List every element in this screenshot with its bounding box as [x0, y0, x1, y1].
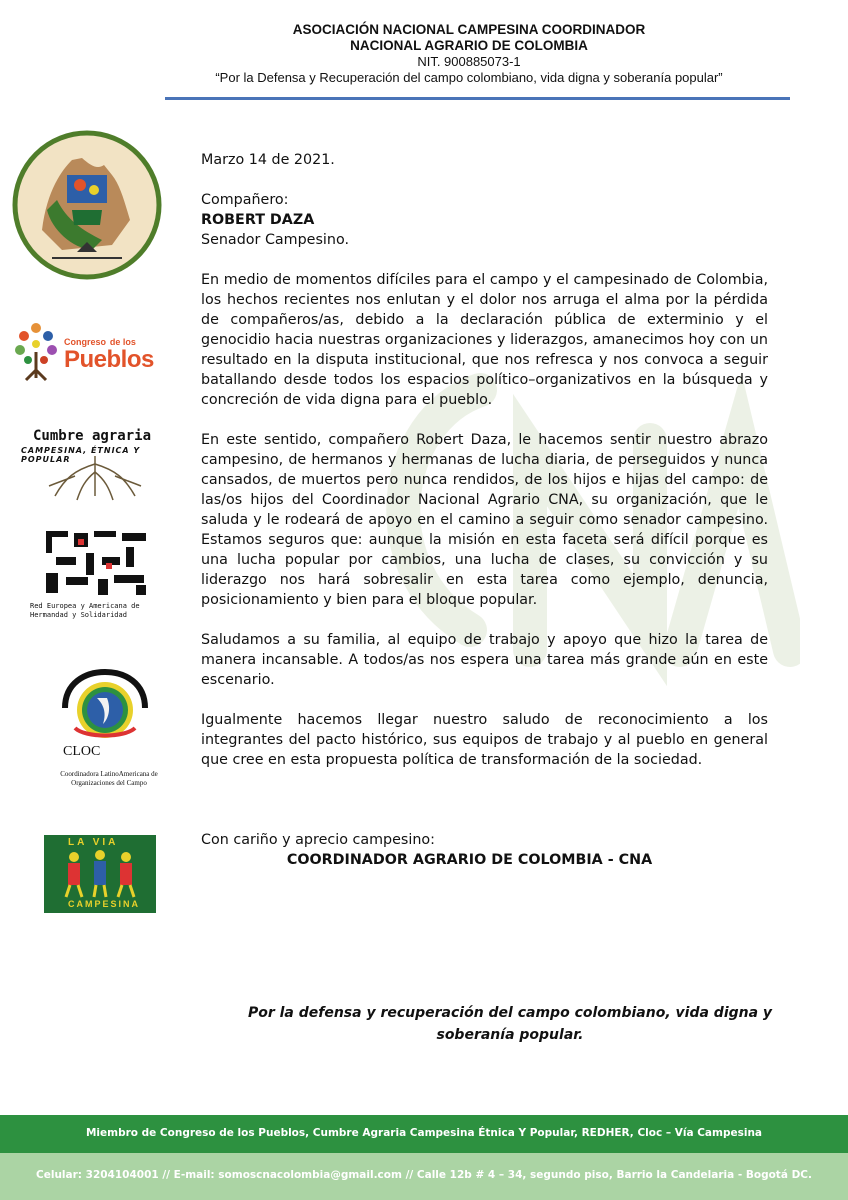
letter-recipient: ROBERT DAZA: [201, 212, 315, 228]
cloc-caption: Coordinadora LatinoAmericana de Organizaciones del Campo: [60, 770, 158, 787]
letter-body: [201, 150, 768, 870]
letter-closing: Con cariño y aprecio campesino:: [201, 832, 435, 848]
footer-members: Miembro de Congreso de los Pueblos, Cumbre Agraria Campesina Étnica Y Popular, REDHER, Cloc – Vía Campesina: [85, 1127, 763, 1139]
org-nit: NIT. 900885073-1: [417, 54, 521, 69]
cloc-name: CLOC: [63, 744, 101, 759]
la-via-campesina-logo: [44, 835, 156, 913]
footer-contact: Celular: 3204104001 // E-mail: somoscnacolombia@gmail.com // Calle 12b # 4 – 34, segundo piso, Barrio la Candelaria - Bogotá DC.: [36, 1169, 812, 1181]
footer-members-bar: [0, 1115, 848, 1153]
footer-contact-bar: [0, 1153, 848, 1200]
peasants-icon: [44, 849, 156, 899]
letter-salutation: Compañero:: [201, 192, 289, 208]
redher-caption: Red Europea y Americana de Hermandad y Solidaridad: [30, 602, 140, 619]
congreso-de-los-pueblos-logo: [12, 318, 172, 384]
cloc-globe-icon: [45, 668, 165, 748]
org-name-line1: ASOCIACIÓN NACIONAL CAMPESINA COORDINADOR: [292, 22, 646, 37]
redher-logo: [30, 527, 180, 627]
letter-date: Marzo 14 de 2021.: [201, 152, 335, 168]
letter-paragraph-2: En este sentido, compañero Robert Daza, le hacemos sentir nuestro abrazo campesino, de hermanos y hermanas de lucha diaria, de perseguidos y nunca cansados, de muertos pero nunca rendidos, de los hijos e hijas del campo: de las/os hijos del Coordinador Nacional Agrario CNA, su organización, que le saluda y le rodeará de apoyo en el camino a seguir como senador campesino. Estamos seguros que: aunque la misión en esta faceta será difícil porque es una lucha popular por cambios, una lucha de clases, su convicción y su liderazgo nos hará sobresalir en esta tarea como ejemplo, denuncia, posicionamiento y bien para el bloque popular.: [201, 432, 768, 608]
cloc-logo: [45, 668, 165, 768]
lavia-title: LA VIA: [68, 837, 119, 848]
letter-paragraph-3: Saludamos a su familia, al equipo de trabajo y apoyo que hizo la tarea de manera incansable. A todos/as nos espera una tarea más grande aún en este escenario.: [201, 632, 768, 688]
cna-logo: [12, 130, 162, 280]
congreso-pueblos: Pueblos: [64, 346, 154, 373]
cumbre-title: Cumbre agraria: [33, 428, 152, 444]
header-divider: [165, 97, 790, 100]
lavia-subtitle: CAMPESINA: [68, 899, 141, 909]
cna-emblem-icon: [12, 130, 162, 280]
letter-paragraph-4: Igualmente hacemos llegar nuestro saludo de reconocimiento a los integrantes del pacto histórico, sus equipos de trabajo y al pueblo en general que cree en esta propuesta política de transformación de la sociedad.: [201, 712, 768, 768]
congreso-word: Congreso: [64, 337, 107, 347]
congreso-small-words: de los: [109, 337, 136, 347]
redher-pattern-icon: [42, 527, 152, 599]
cumbre-agraria-logo: [15, 420, 175, 502]
org-name-line2: NACIONAL AGRARIO DE COLOMBIA: [350, 38, 588, 53]
tree-icon: [12, 322, 60, 382]
letter-paragraph-1: En medio de momentos difíciles para el campo y el campesinado de Colombia, los hechos recientes nos enlutan y el dolor nos arruga el alma por la pérdida de compañeros/as, debido a la declaración pública de exterminio y el genocidio hacia nuestras organizaciones y liderazgos, amanecimos hoy con un resultado en la disputa institucional, que nos refresca y nos convoca a seguir batallando desde todos los espacios político–organizativos en la búsqueda y concreción de vida digna para el pueblo.: [201, 272, 768, 408]
org-slogan: “Por la Defensa y Recuperación del campo colombiano, vida digna y soberanía popular”: [215, 70, 723, 85]
letter-recipient-title: Senador Campesino.: [201, 232, 350, 248]
letterhead: [0, 22, 848, 86]
cumbre-subtitle: CAMPESINA, ÉTNICA Y POPULAR: [21, 446, 141, 464]
roots-icon: [15, 456, 175, 504]
closing-motto: Por la defensa y recuperación del campo colombiano, vida digna y soberanía popular.: [247, 1005, 773, 1043]
letter-signature: COORDINADOR AGRARIO DE COLOMBIA - CNA: [286, 852, 653, 868]
